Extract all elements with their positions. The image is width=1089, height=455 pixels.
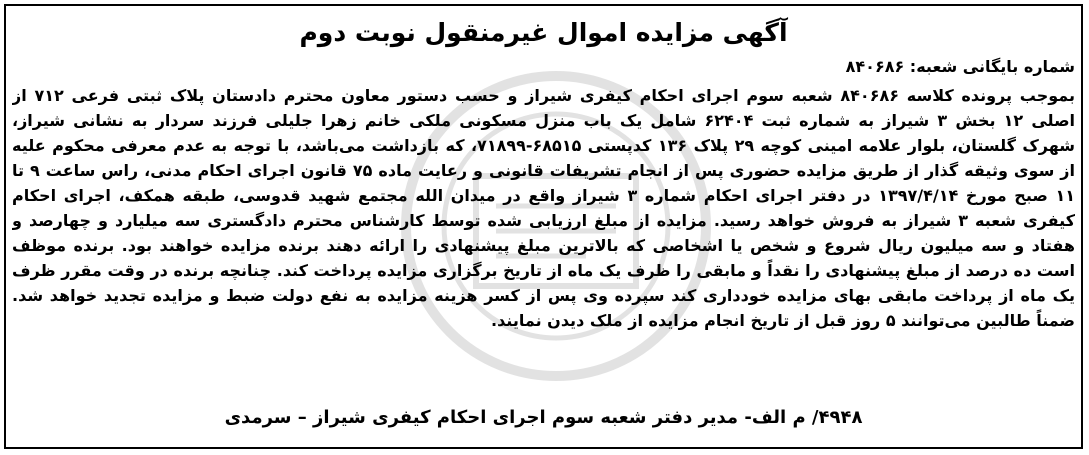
notice-body: بموجب پرونده کلاسه ۸۴۰۶۸۶ شعبه سوم اجرای احکام کیفری شیراز و حسب دستور معاون محترم دادستان پلاک ثبتی فرعی ۷۱۲ از اصلی ۱۲ بخش ۳ شیراز به شماره ثبت ۶۲۴۰۴ شامل یک باب منزل مسکونی ملکی خانم زهرا جلیلی فرزند سردار به نشانی شیراز، شهرک گلستان، بلوار علامه امینی کوچه ۲۹ پلاک ۱۳۶ کدپستی ۶۸۵۱۵-۷۱۸۹۹، که بازداشت می‌باشد، با توجه به عدم معرفی محکوم علیه از سوی وثیقه گذار از طریق مزایده حضوری پس از انجام تشریفات قانونی و رعایت ماده ۷۵ قانون اجرای احکام مدنی، راس ساعت ۹ تا ۱۱ صبح مورخ ۱۳۹۷/۴/۱۴ در دفتر اجرای احکام شماره ۳ شیراز واقع در میدان الله مجتمع شهید قدوسی، طبقه همکف، اجرای احکام کیفری شعبه ۳ شیراز به فروش خواهد رسید. مزایده از مبلغ ارزیابی شده توسط کارشناس محترم دادگستری سه میلیارد و چهارصد و هفتاد و سه میلیون ریال شروع و شخص یا اشخاصی که بالاترین مبلغ پیشنهادی را ارائه دهند برنده مزایده خواهند بود. برنده موظف است ده درصد از مبلغ پیشنهادی را نقداً و مابقی را ظرف یک ماه از تاریخ برگزاری مزایده پرداخت کند. چنانچه برنده در وقت مقرر ظرف یک ماه از پرداخت مابقی بهای مزایده خودداری کند سپرده وی پس از کسر هزینه مزایده به نفع دولت ضبط و مزایده تجدید خواهد شد. ضمناً طالبین می‌توانند ۵ روز قبل از تاریخ انجام مزایده از ملک دیدن نمایند. [12, 86, 1075, 330]
notice-title: آگهی مزایده اموال غیرمنقول نوبت دوم [299, 18, 788, 47]
auction-notice [4, 4, 1083, 449]
archive-number: شماره بایگانی شعبه: ۸۴۰۶۸۶ [845, 57, 1075, 76]
notice-signature: ۴۹۴۸/ م الف- مدیر دفتر شعبه سوم اجرای احکام کیفری شیراز – سرمدی [224, 407, 863, 428]
